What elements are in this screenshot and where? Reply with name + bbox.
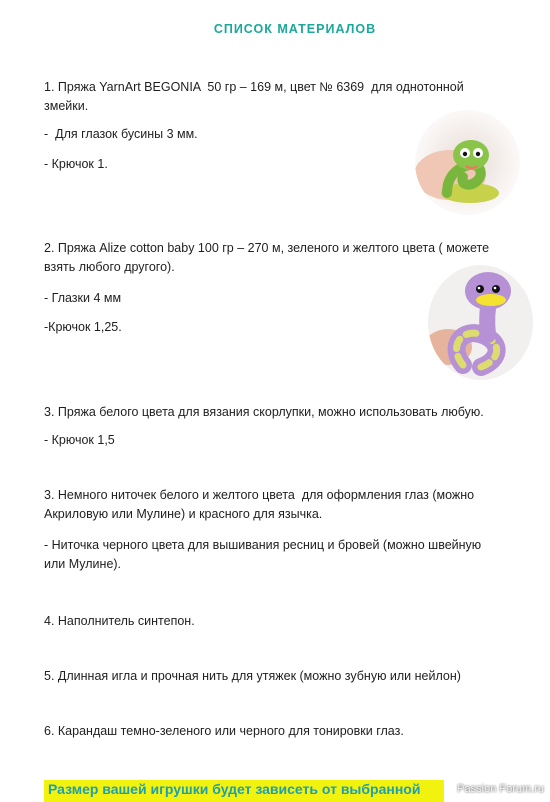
- item-2-hook: -Крючок 1,25.: [44, 320, 122, 334]
- item-2-eyes: - Глазки 4 мм: [44, 291, 122, 305]
- item-7-text: 6. Карандаш темно-зеленого или черного для тонировки глаз.: [44, 724, 404, 738]
- watermark: Passion Forum.ru: [457, 783, 544, 795]
- page-title: СПИСОК МАТЕРИАЛОВ: [213, 22, 377, 36]
- item-6-text: 5. Длинная игла и прочная нить для утяжек (можно зубную или нейлон): [44, 669, 461, 683]
- item-2-text: 2. Пряжа Alize cotton baby 100 гр – 270 м, зеленого и желтого цвета ( можете взять любого другого).: [44, 241, 490, 274]
- item-4-lashes: - Ниточка черного цвета для вышивания ресниц и бровей (можно швейную или Мулине).: [44, 538, 482, 571]
- item-1-text: 1. Пряжа YarnArt BEGONIA 50 гр – 169 м, цвет № 6369 для однотонной змейки.: [44, 80, 464, 113]
- size-banner-text: Размер вашей игрушки будет зависеть от выбранной: [48, 781, 421, 797]
- item-5-text: 4. Наполнитель синтепон.: [44, 614, 195, 628]
- item-4-text: 3. Немного ниточек белого и желтого цвета для оформления глаз (можно Акриловую или Мулине) и красного для язычка.: [44, 488, 475, 521]
- item-1-hook: - Крючок 1.: [44, 157, 108, 171]
- purple-snake-photo: [428, 265, 533, 380]
- green-snake-photo: [415, 110, 520, 215]
- item-1-beads: - Для глазок бусины 3 мм.: [44, 127, 198, 141]
- item-3-text: 3. Пряжа белого цвета для вязания скорлупки, можно использовать любую.: [44, 405, 484, 419]
- item-3-hook: - Крючок 1,5: [44, 433, 115, 447]
